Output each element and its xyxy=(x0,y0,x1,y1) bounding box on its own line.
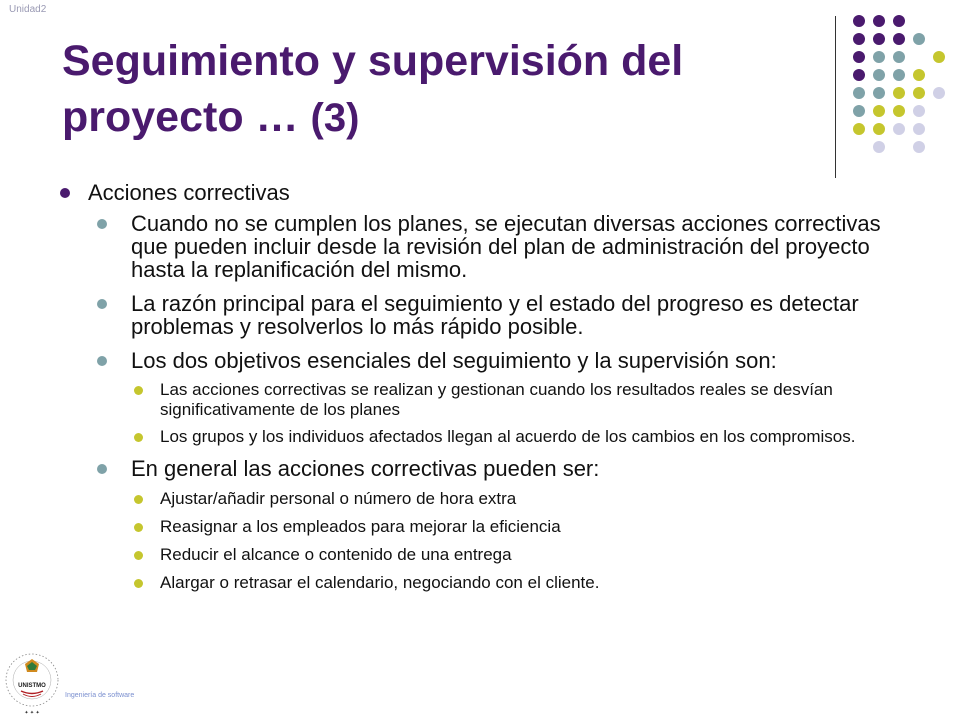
bullet-dot xyxy=(97,464,107,474)
dot-teal xyxy=(853,105,865,117)
svg-text:UNISTMO: UNISTMO xyxy=(18,683,46,689)
bullet-dot xyxy=(60,188,70,198)
dot-teal xyxy=(853,87,865,99)
bullet-dot xyxy=(134,386,143,395)
sub-bullet-item xyxy=(60,573,920,593)
sub-bullet-list xyxy=(60,380,920,447)
sub-bullet-text: Reducir el alcance o contenido de una entrega xyxy=(160,545,512,564)
vertical-divider xyxy=(835,16,836,178)
dot-teal xyxy=(873,87,885,99)
bullet-acciones-correctivas xyxy=(60,180,920,206)
university-seal-logo xyxy=(3,652,61,718)
bullet-dot xyxy=(134,495,143,504)
dot-teal xyxy=(873,69,885,81)
slide-title-number: (3) xyxy=(310,95,360,140)
dot-lavender xyxy=(913,141,925,153)
bullet-text: En general las acciones correctivas pueden ser: xyxy=(131,456,600,481)
bullet-text: Los dos objetivos esenciales del seguimiento y la supervisión son: xyxy=(131,348,777,373)
dot-olive xyxy=(893,105,905,117)
dot-teal xyxy=(893,51,905,63)
bullet-dot xyxy=(97,299,107,309)
dot-olive xyxy=(913,69,925,81)
sub-bullet-text: Ajustar/añadir personal o número de hora extra xyxy=(160,489,517,508)
dot-purple xyxy=(853,15,865,27)
unit-label: Unidad2 xyxy=(9,4,47,15)
sub-bullet-item xyxy=(60,517,920,537)
dot-purple xyxy=(893,15,905,27)
sub-bullet-list xyxy=(60,489,920,593)
sub-bullet-text: Alargar o retrasar el calendario, negociando con el cliente. xyxy=(160,573,600,592)
bullet-item xyxy=(60,349,920,372)
dot-olive xyxy=(853,123,865,135)
bullet-text: Cuando no se cumplen los planes, se ejecutan diversas acciones correctivas que pueden incluir desde la revisión del plan de administración del proyecto hasta la replanificación del mismo. xyxy=(131,211,881,282)
bullet-dot xyxy=(134,433,143,442)
sub-bullet-text: Reasignar a los empleados para mejorar la eficiencia xyxy=(160,517,561,536)
dot-lavender xyxy=(893,123,905,135)
dot-purple xyxy=(853,69,865,81)
sub-bullet-item xyxy=(60,427,920,447)
bullet-text: Acciones correctivas xyxy=(88,180,290,205)
dot-lavender xyxy=(873,141,885,153)
slide-title-main: Seguimiento y supervisión del proyecto … xyxy=(62,37,684,141)
svg-text:✦ ✦ ✦: ✦ ✦ ✦ xyxy=(24,710,40,716)
dot-teal xyxy=(893,69,905,81)
dot-olive xyxy=(933,51,945,63)
dot-teal xyxy=(913,33,925,45)
dot-lavender xyxy=(913,123,925,135)
bullet-dot xyxy=(134,579,143,588)
dot-purple xyxy=(853,33,865,45)
footer-course-label: Ingeniería de software xyxy=(65,692,135,699)
dot-purple xyxy=(873,15,885,27)
dot-lavender xyxy=(933,87,945,99)
dot-purple xyxy=(853,51,865,63)
bullet-dot xyxy=(97,219,107,229)
dot-purple xyxy=(873,33,885,45)
slide-content xyxy=(60,180,920,603)
dot-olive xyxy=(873,123,885,135)
slide-title xyxy=(62,34,802,146)
sub-bullet-item xyxy=(60,545,920,565)
bullet-dot xyxy=(97,356,107,366)
bullet-text: La razón principal para el seguimiento y el estado del progreso es detectar problemas y resolverlos lo más rápido posible. xyxy=(131,291,859,339)
bullet-item xyxy=(60,457,920,480)
decorative-dot-grid xyxy=(849,15,949,155)
sub-bullet-text: Las acciones correctivas se realizan y gestionan cuando los resultados reales se desvían significativamente de los planes xyxy=(160,380,833,419)
bullet-dot xyxy=(134,523,143,532)
dot-olive xyxy=(873,105,885,117)
sub-bullet-text: Los grupos y los individuos afectados llegan al acuerdo de los cambios en los compromisos. xyxy=(160,427,856,446)
dot-olive xyxy=(893,87,905,99)
bullet-item xyxy=(60,292,920,338)
sub-bullet-item xyxy=(60,489,920,509)
dot-olive xyxy=(913,87,925,99)
dot-teal xyxy=(873,51,885,63)
sub-bullet-item xyxy=(60,380,920,420)
dot-lavender xyxy=(913,105,925,117)
bullet-dot xyxy=(134,551,143,560)
bullet-item xyxy=(60,212,920,281)
dot-purple xyxy=(893,33,905,45)
